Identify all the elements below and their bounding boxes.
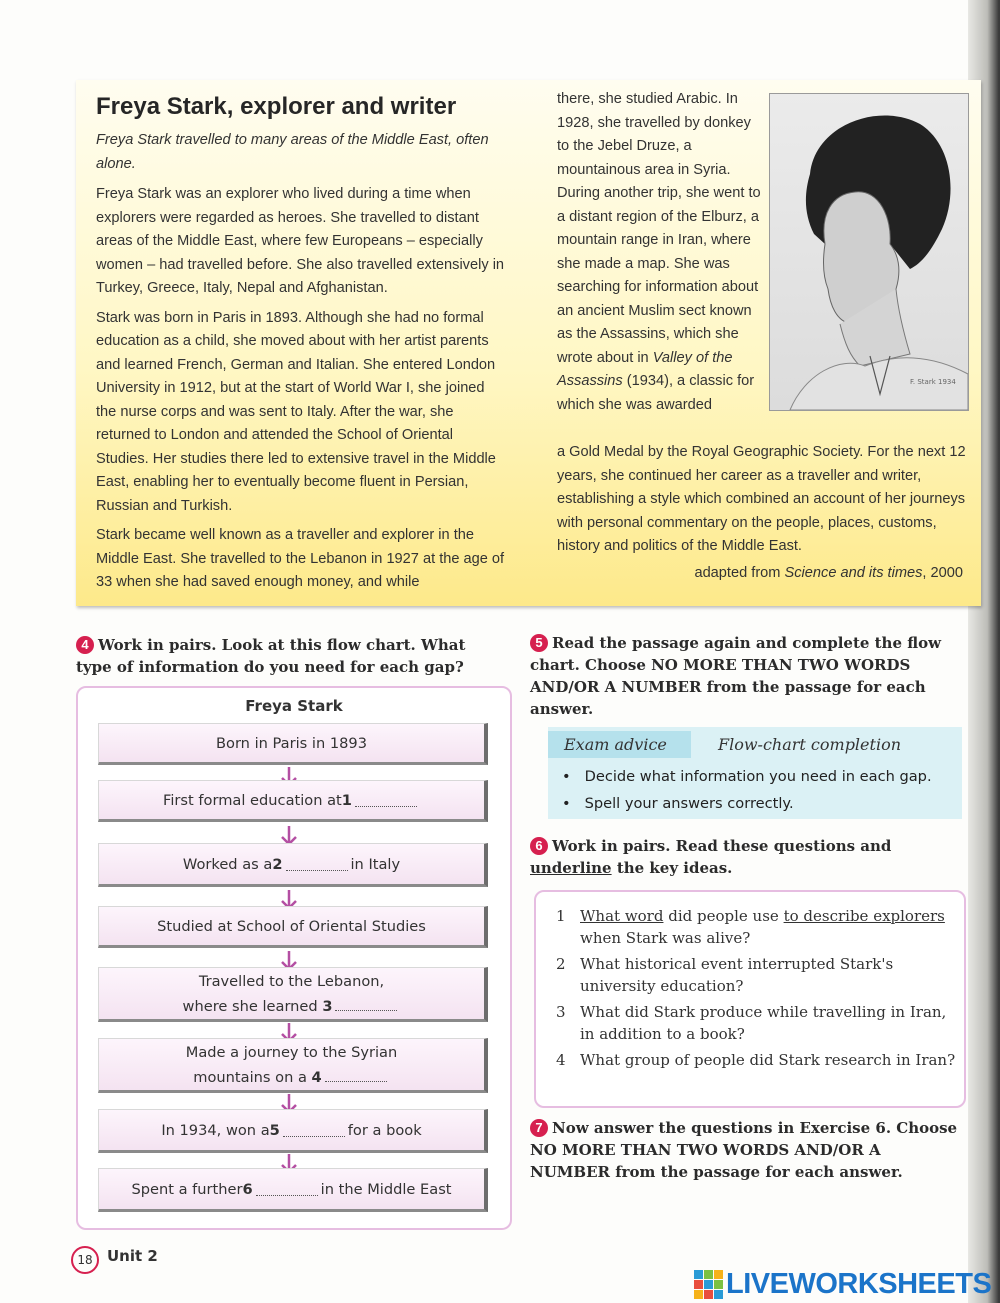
answer-gap-4[interactable] [325,1069,387,1082]
answer-gap-6[interactable] [256,1183,318,1196]
gap-number: 5 [269,1121,280,1139]
unit-label: Unit 2 [107,1247,158,1265]
passage-left-column [96,129,506,601]
exercise-number-badge: 6 [530,837,548,855]
book-title: Valley of the Assassins [557,349,733,389]
list-item: 2 What historical event interrupted Stark's university education? [556,955,894,995]
flow-step: Spent a further 6 in the Middle East [98,1168,488,1212]
exercise-4-instruction: 4 Work in pairs. Look at this flow chart. What type of information do you need for each gap? [76,636,466,676]
logo-grid-cell [694,1290,703,1299]
portrait-drawing [770,94,968,410]
flow-chart-title: Freya Stark [245,697,343,715]
flow-step: Travelled to the Lebanon, where she learned 3 [98,967,488,1022]
gap-number: 2 [272,855,283,873]
exam-advice-box [548,727,962,819]
freya-stark-portrait [769,93,969,411]
logo-grid-cell [704,1280,713,1289]
list-item: • Decide what information you need in each gap. [562,763,932,790]
gap-number: 3 [322,997,333,1015]
exam-advice-topic: Flow-chart completion [718,735,901,754]
answer-gap-1[interactable] [355,794,417,807]
exercise-7-instruction: 7 Now answer the questions in Exercise 6. Choose NO MORE THAN TWO WORDS AND/OR A NUMBER from the passage for each answer. [530,1119,958,1181]
exercise-number-badge: 7 [530,1119,548,1137]
exercise-number-badge: 5 [530,634,548,652]
list-item: • Spell your answers correctly. [562,790,932,817]
list-item: 3 What did Stark produce while travelling in Iran, in addition to a book? [556,1003,947,1043]
exercise-6-instruction: 6 Work in pairs. Read these questions and underline the key ideas. [530,837,892,877]
passage-intro: Freya Stark travelled to many areas of the Middle East, often alone. [96,132,489,172]
list-item: 1 What word did people use to describe explorers when Stark was alive? [556,907,945,947]
passage-paragraph-end: a Gold Medal by the Royal Geographic Society. For the next 12 years, she continued her career as a traveller and writer, establishing a style which combined an account of her journeys with personal commentary on the people, places, customs, history and politics of the Middle East. [557,444,966,554]
passage-paragraph-continued: there, she studied Arabic. In 1928, she travelled by donkey to the Jebel Druze, a mountainous area in Syria. During another trip, she went to a distant region of the Elburz, a mountain range in Iran, where she made a map. She was searching for information about an ancient Muslim sect known as the Assassins, which she wrote about in Valley of the Assassins (1934), a classic for which she was awarded [557,91,761,413]
answer-gap-2[interactable] [286,858,348,871]
flow-step: First formal education at 1 [98,780,488,822]
exam-advice-tips [562,763,932,817]
gap-number: 6 [242,1180,253,1198]
passage-paragraph: Stark became well known as a traveller and explorer in the Middle East. She travelled to the Lebanon in 1927 at the age of 33 when she had saved enough money, and while [96,527,505,590]
questions-list [556,905,956,1075]
answer-gap-5[interactable] [283,1124,345,1137]
logo-grid-cell [714,1280,723,1289]
passage-paragraph: Stark was born in Paris in 1893. Although she had no formal education as a child, she moved about with her artist parents and learned French, German and Italian. She entered London University in 1912, but at the start of World War I, she joined the nurse corps and was sent to Italy. After the war, she returned to London and attended the School of Oriental Studies. Her studies there led to extensive travel in the Middle East, enabling her to eventually become fluent in Persian, Russian and Turkish. [96,309,496,514]
exam-advice-label: Exam advice [548,731,691,758]
gap-number: 1 [341,791,352,809]
reading-passage [76,80,981,606]
flow-step: Made a journey to the Syrian mountains on a 4 [98,1038,488,1093]
gap-number: 4 [311,1068,322,1086]
passage-paragraph: Freya Stark was an explorer who lived during a time when explorers were regarded as heroes. She travelled to distant areas of the Middle East, where few Europeans – especially women – had travelled before. She also travelled extensively in Turkey, Greece, Italy, Nepal and Afghanistan. [96,186,505,296]
flow-chart [76,686,512,1230]
exercise-number-badge: 4 [76,636,94,654]
logo-text: LIVEWORKSHEETS [726,1268,992,1300]
portrait-signature: F. Stark 1934 [910,378,956,386]
passage-bottom-text [557,441,967,559]
page-number: 18 [71,1246,99,1274]
logo-grid-icon [694,1270,723,1299]
logo-grid-cell [694,1270,703,1279]
passage-title: Freya Stark, explorer and writer [96,93,457,120]
flow-step: Worked as a 2 in Italy [98,843,488,887]
flow-step: In 1934, won a 5 for a book [98,1109,488,1153]
passage-source: adapted from Science and its times, 2000 [694,565,963,581]
logo-grid-cell [704,1290,713,1299]
flow-step: Studied at School of Oriental Studies [98,906,488,948]
list-item: 4 What group of people did Stark research in Iran? [556,1051,956,1069]
answer-gap-3[interactable] [335,998,397,1011]
exercise-5-instruction: 5 Read the passage again and complete the flow chart. Choose NO MORE THAN TWO WORDS AND/OR A NUMBER from the passage for each answer. [530,634,942,718]
questions-box [534,890,966,1108]
logo-grid-cell [714,1270,723,1279]
flow-step: Born in Paris in 1893 [98,723,488,765]
logo-grid-cell [704,1270,713,1279]
liveworksheets-logo [694,1268,991,1301]
passage-right-column [557,88,767,417]
logo-grid-cell [694,1280,703,1289]
logo-grid-cell [714,1290,723,1299]
